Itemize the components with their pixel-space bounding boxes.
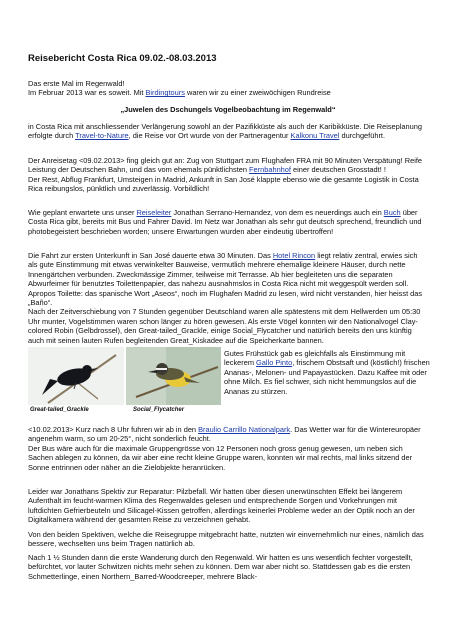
paragraph-8: Nach 1 ½ Stunden dann die erste Wanderung durch den Regenwald. Wir hatten es uns wesentlich fechter vorgestellt, befürchtet, vor lauter Schwitzen nichts mehr sehen zu können. Dem war aber nicht so. Stattdessen gab es die ersten Schmetterlinge, einen Northern_Barred-Woodcreeper, mehrere Black- xyxy=(28,553,413,581)
paragraph-6: Leider war Jonathans Spektiv zur Reparatur: Pilzbefall. Wir hatten über diesen unerwünschten Effekt bei längerem Aufenthalt im feucht-warmen Klima des Regenwaldes gelesen und entsprechende Sorgen und Vorkehrungen mit luftdichten Gefrierbeuteln und Silicagel-Kissen getroffen, allerdings keinerlei Probleme weder an der Optik noch an der Digitalkamera während der gesamten Reise zu verzeichnen gehabt. xyxy=(28,487,415,525)
p3-text-c: über Costa Rica gibt, bereits mit Bus und Fahrer David. Im Netz war Jonathan als sehr gut deutsch sprechend, freundlich und photobegeistert beschrieben worden; unsere Erwartungen wurden aber eindeutig übertroffen! xyxy=(28,208,422,236)
p2-line-c: Der Rest, Abflug Frankfurt, Umsteigen in Madrid, Ankunft in San José klappte ebenso wie die gesamte Logistik in Costa Rica reibungslos, pünktlich und zuverlässig. Vorbildlich! xyxy=(28,174,419,194)
paragraph-7: Von den beiden Spektiven, welche die Reisegruppe mitgebracht hatte, nutzten wir einvernehmlich nur eines, nämlich das bessere, wechselten uns beim Tragen natürlich ab. xyxy=(28,530,424,549)
intro-line-1: Das erste Mal im Regenwald! xyxy=(28,79,125,88)
p2-line xyxy=(28,156,428,175)
p2-text-a: Der Anreisetag <09.02.2013> fing gleich gut an: Zug von Stuttgart zum Flughafen FRA mit 90 Minuten Verspätung! Reife Leistung der Deutschen Bahn, und das vom ehemals pünktlichsten xyxy=(28,156,422,175)
side-text-b: , frischem Obstsaft und (köstlich!) frischen Ananas-, Melonen- und Papayastücken. Dazu Kaffee mit oder ohne Milch. Es fiel schwer, sich nicht hemmungslos auf die Ananas zu stürzen. xyxy=(224,358,430,396)
grackle-photo xyxy=(28,347,124,405)
fernbahnhof-link[interactable]: Fernbahnhof xyxy=(249,165,291,175)
p4-line xyxy=(28,251,428,307)
intro-line-2 xyxy=(28,88,428,97)
breakfast-paragraph xyxy=(224,349,430,396)
p1-text-c: durchgeführt. xyxy=(339,131,386,141)
p4-text-a: Die Fahrt zur ersten Unterkunft in San José dauerte etwa 30 Minuten. Das xyxy=(28,251,273,260)
intro-block xyxy=(28,79,428,98)
braulio-carrillo-link[interactable]: Braulio Carrillo Nationalpark xyxy=(198,425,291,434)
flycatcher-image xyxy=(126,347,221,405)
subtitle: „Juwelen des Dschungels Vogelbeobachtung im Regenwald“ xyxy=(120,105,336,114)
intro-text-b: waren wir zu einer zweiwöchigen Rundreise xyxy=(184,88,331,98)
p3-text-a: Wie geplant erwartete uns unser xyxy=(28,208,137,217)
paragraph-2 xyxy=(28,156,428,194)
p5-line xyxy=(28,425,428,444)
paragraph-3 xyxy=(28,208,428,236)
p5-text-a: <10.02.2013> Kurz nach 8 Uhr fuhren wir ab in den xyxy=(28,425,199,434)
side-text-a: Gutes Frühstück gab es gleichfalls als Einstimmung mit leckerem xyxy=(224,349,406,368)
hotel-rincon-link[interactable]: Hotel Rincon xyxy=(272,251,316,260)
birdingtours-link[interactable]: Birdingtours xyxy=(145,88,185,98)
travel-to-nature-link[interactable]: Travel-to-Nature xyxy=(75,131,129,141)
p2-text-b: einer deutschen Grosstadt! ! xyxy=(290,165,386,175)
kalkonu-travel-link[interactable]: Kalkonu Travel xyxy=(290,131,340,141)
paragraph-1 xyxy=(28,122,428,141)
flycatcher-caption: Social_Flycatcher xyxy=(133,407,185,413)
grackle-image xyxy=(28,347,124,405)
paragraph-4 xyxy=(28,251,428,345)
p5-line-c: Der Bus wäre auch für die maximale Gruppengrösse von 12 Personen noch gross genug gewesen, um neben sich Sachen ablegen zu können, da wir aber eine recht kleine Gruppe waren, konnten wir mal rechts, mal links sitzend der Sonne entrinnen oder näher an die Zielobjekte heranrücken. xyxy=(28,443,413,472)
intro-text-a: Im Februar 2013 war es soweit. Mit xyxy=(28,88,146,98)
page-title: Reisebericht Costa Rica 09.02.-08.03.2013 xyxy=(28,53,217,64)
p1-text-b: , die Reise vor Ort wurde von der Partneragentur xyxy=(128,131,291,141)
p1-text-a: in Costa Rica mit anschliessender Verlängerung sowohl an der Pazifikküste als auch der Karibikküste. Die Reiseplanung erfolgte durch xyxy=(28,122,422,141)
flycatcher-photo xyxy=(126,347,221,405)
reiseleiter-link[interactable]: Reiseleiter xyxy=(136,208,172,217)
gallo-pinto-link[interactable]: Gallo Pinto xyxy=(256,358,293,368)
grackle-caption: Great-tailed_Grackle xyxy=(30,407,89,413)
p4-line-c: Nach der Zeitverschiebung von 7 Stunden gegenüber Deutschland waren alle spätestens mit dem Hellwerden um 05:30 Uhr munter, Vogelstimmen waren schon länger zu hören gewesen. Als erste Vögel konnten wir den Nationalvogel Clay-colored Robin (Gelbdrossel), den Great-tailed_Grackle, einige Social_Flycatcher und natürlich bereits den uns künftig auch mit seinen lauten Rufen begleitenden Great_Kiskadee auf die Speicherkarte bannen. xyxy=(28,307,421,345)
p5-text-b: . Das Wetter war für die Wintereuropäer angenehm warm, so um 20-25°, nicht sonderlich feucht. xyxy=(28,425,421,444)
buch-link[interactable]: Buch xyxy=(383,208,401,217)
paragraph-5 xyxy=(28,425,428,472)
p4-text-b: liegt relativ zentral, erwies sich als gute Einstimmung mit etwas verwinkelter Bauweise, vermutlich mehrere ehemalige kleinere Häuser, durch nette Innengärtchen verbunden. Zweckmässige Zimmer, teilweise mit Terrasse. Ab hier begleiteten uns die separaten Abwurfeimer für benutztes Toilettenpapier, das nahezu ausnahmslos in Costa Rica nicht mit weggespült werden soll. Apropos Toilette: das spanische Wort „Aseos“, noch im Flughafen Madrid zu lesen, wird nicht verstanden, hier heisst das „Baño“. xyxy=(28,251,423,308)
p3-text-b: Jonathan Serrano-Hernandez, von dem es neuerdings auch ein xyxy=(171,208,384,217)
